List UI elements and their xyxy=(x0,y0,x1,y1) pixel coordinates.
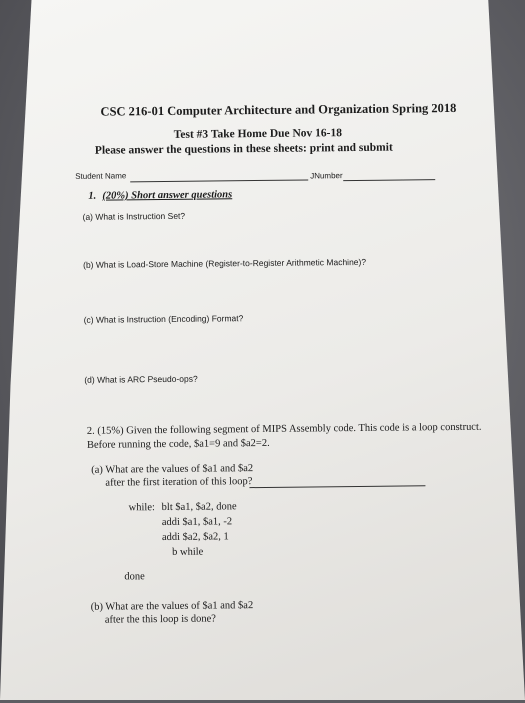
question-2b-line2: after the this loop is done? xyxy=(104,613,216,626)
section2-intro-1: 2. (15%) Given the following segment of MIPS Assembly code. This code is a loop construct. xyxy=(86,421,482,437)
code-line: blt $a1, $a2, done xyxy=(161,501,237,514)
question-2a-line1: (a) What are the values of $a1 and $a2 xyxy=(91,463,254,476)
code-line: addi $a2, $a2, 1 xyxy=(161,531,229,544)
code-label-while: while: xyxy=(128,502,155,514)
code-line: addi $a1, $a1, -2 xyxy=(161,516,233,529)
question-1b: (b) What is Load-Store Machine (Register-to-Register Arithmetic Machine)? xyxy=(83,256,367,270)
section1-number: 1. xyxy=(88,190,97,202)
code-line: b while xyxy=(172,546,204,558)
question-2a-line2: after the first iteration of this loop? xyxy=(105,476,253,489)
question-1a: (a) What is Instruction Set? xyxy=(82,210,186,222)
code-label-done: done xyxy=(124,571,145,583)
jnumber-field[interactable] xyxy=(343,179,435,181)
question-2b-line1: (b) What are the values of $a1 and $a2 xyxy=(90,600,254,613)
section2-intro-2: Before running the code, $a1=9 and $a2=2. xyxy=(86,437,270,451)
test-line: Test #3 Take Home Due Nov 16-18 xyxy=(173,127,343,141)
answer-2a-field[interactable] xyxy=(249,485,425,488)
student-name-field[interactable] xyxy=(130,179,308,182)
student-name-label: Student Name xyxy=(75,171,127,181)
question-1d: (d) What is ARC Pseudo-ops? xyxy=(84,373,198,385)
section1-heading: (20%) Short answer questions xyxy=(102,189,233,202)
course-title: CSC 216-01 Computer Architecture and Organization Spring 2018 xyxy=(100,100,457,119)
instructions-line: Please answer the questions in these sheets: print and submit xyxy=(94,141,393,157)
question-1c: (c) What is Instruction (Encoding) Format? xyxy=(83,313,244,325)
jnumber-label: JNumber xyxy=(310,171,343,181)
